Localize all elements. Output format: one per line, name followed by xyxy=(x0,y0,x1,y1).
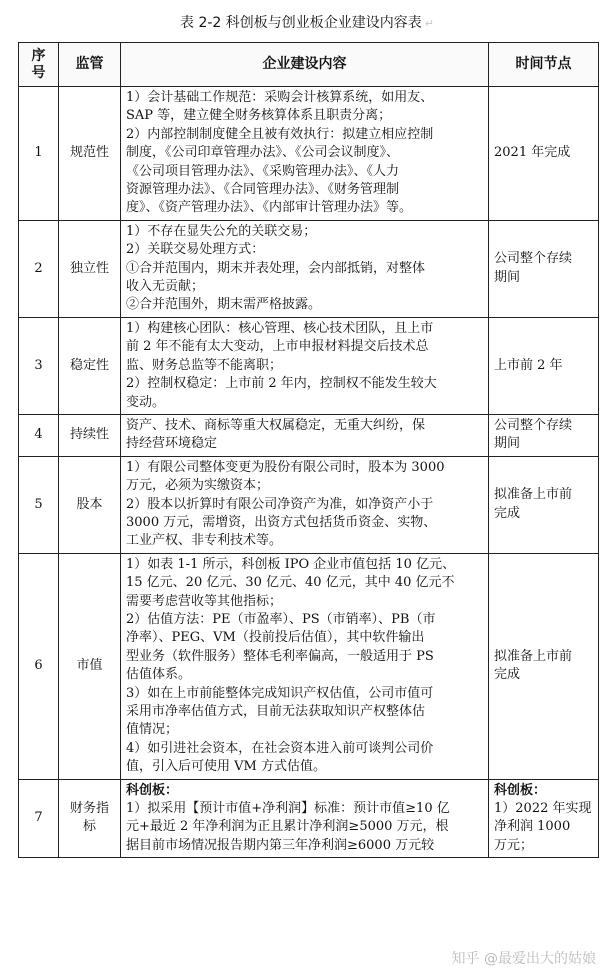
content-line: 据目前市场情况报告期内第三年净利润≥6000 万元较 xyxy=(126,837,435,853)
watermark: 知乎 @最爱出大的姑娘 xyxy=(451,951,596,967)
time-line: 科创板： xyxy=(494,782,547,798)
content-line: 2）估值方法：PE（市盈率）、PS（市销率）、PB（市 xyxy=(126,611,436,627)
content-line: 收入无贡献； xyxy=(126,279,205,295)
row-time xyxy=(489,317,599,414)
header-row xyxy=(19,43,599,87)
content-line: 2）关联交易处理方式： xyxy=(126,242,265,258)
content-line: 1）拟采用【预计市值+净利润】标准：预计市值≥10 亿 xyxy=(126,801,450,817)
content-line: ①合并范围内，期末并表处理，会内部抵销，对整体 xyxy=(126,260,426,276)
content-line: 持经营环境稳定 xyxy=(126,436,218,452)
content-line: 《公司项目管理办法》、《采购管理办法》、《人力 xyxy=(126,163,400,179)
row-number: 7 xyxy=(19,779,59,858)
header-no xyxy=(19,43,59,87)
table-row xyxy=(19,553,599,779)
content-line: 值情况； xyxy=(126,722,179,738)
row-time xyxy=(489,87,599,221)
content-line: 监、财务总监等不能离职； xyxy=(126,357,283,373)
row-category: 财务指标 xyxy=(59,779,121,858)
time-line: 完成 xyxy=(494,505,521,521)
content-line: 1）如表 1-1 所示，科创板 IPO 企业市值包括 10 亿元、 xyxy=(126,556,456,572)
table-row xyxy=(19,220,599,317)
content-line: 需要考虑营收等其他指标； xyxy=(126,593,283,609)
row-number: 3 xyxy=(19,317,59,414)
row-content xyxy=(121,414,489,456)
row-category: 持续性 xyxy=(59,414,121,456)
content-line: 工业产权、非专利技术等。 xyxy=(126,533,283,549)
table-row xyxy=(19,317,599,414)
content-line: 采用市净率估值方式，目前无法获取知识产权整体估 xyxy=(126,704,426,719)
row-category: 规范性 xyxy=(59,87,121,221)
content-line: 科创板： xyxy=(126,782,179,798)
row-number: 4 xyxy=(19,414,59,456)
row-number: 6 xyxy=(19,553,59,779)
content-line: ②合并范围外，期末需严格披露。 xyxy=(126,297,322,313)
content-line: SAP 等，建立健全财务核算体系且职责分离； xyxy=(126,108,392,124)
content-line: 型业务（软件服务）整体毛利率偏高，一般适用于 PS xyxy=(126,648,434,664)
content-line: 15 亿元、20 亿元、30 亿元、40 亿元，其中 40 亿元不 xyxy=(126,575,455,591)
time-line: 公司整个存续 xyxy=(494,251,573,267)
content-line: 估值体系。 xyxy=(126,667,192,683)
table-row xyxy=(19,779,599,858)
content-table xyxy=(18,42,599,858)
header-time xyxy=(489,43,599,87)
content-line: 资源管理办法》、《合同管理办法》、《财务管理制 xyxy=(126,182,400,198)
time-line: 净利润 1000 xyxy=(494,819,571,835)
row-content xyxy=(121,553,489,779)
header-category xyxy=(59,43,121,87)
row-time xyxy=(489,779,599,858)
content-line: 2）控制权稳定：上市前 2 年内，控制权不能发生较大 xyxy=(126,376,437,392)
return-mark-icon: ↵ xyxy=(424,17,434,30)
content-line: 元+最近 2 年净利润为正且累计净利润≥5000 万元，根 xyxy=(126,819,449,835)
header-no-label: 序号 xyxy=(31,47,46,81)
content-line: 值，引入后可使用 VM 方式估值。 xyxy=(126,759,326,775)
time-line: 完成 xyxy=(494,667,521,683)
content-line: 制度，《公司印章管理办法》、《公司会议制度》、 xyxy=(126,145,400,161)
content-line: 4）如引进社会资本，在社会资本进入前可谈判公司价 xyxy=(126,740,434,756)
content-line: 1）构建核心团队：核心管理、核心技术团队，且上市 xyxy=(126,320,434,336)
content-line: 资产、技术、商标等重大权属稳定，无重大纠纷，保 xyxy=(126,417,426,433)
content-line: 度》、《资产管理办法》、《内部审计管理办法》等。 xyxy=(126,200,413,216)
content-line: 前 2 年不能有太大变动，上市申报材料提交后技术总 xyxy=(126,339,429,355)
row-time xyxy=(489,553,599,779)
time-line: 上市前 2 年 xyxy=(494,357,563,373)
time-line: 1）2022 年实现 xyxy=(494,801,592,817)
row-category: 市值 xyxy=(59,553,121,779)
header-time-label: 时间节点 xyxy=(515,56,572,73)
header-content-label: 企业建设内容 xyxy=(262,56,347,73)
row-content xyxy=(121,87,489,221)
row-time xyxy=(489,456,599,553)
row-number: 2 xyxy=(19,220,59,317)
table-row xyxy=(19,456,599,553)
content-line: 2）股本以折算时有限公司净资产为准，如净资产小于 xyxy=(126,496,434,512)
content-line: 2）内部控制制度健全且被有效执行：拟建立相应控制 xyxy=(126,126,434,142)
table-row xyxy=(19,87,599,221)
row-category: 股本 xyxy=(59,456,121,553)
row-category: 稳定性 xyxy=(59,317,121,414)
row-number: 5 xyxy=(19,456,59,553)
header-category-label: 监管 xyxy=(75,56,104,73)
row-content xyxy=(121,317,489,414)
row-number: 1 xyxy=(19,87,59,221)
row-content xyxy=(121,779,489,858)
time-line: 公司整个存续 xyxy=(494,417,573,433)
caption-text: 表 2-2 科创板与创业板企业建设内容表 xyxy=(180,15,422,31)
row-time xyxy=(489,220,599,317)
row-content xyxy=(121,220,489,317)
time-line: 期间 xyxy=(494,436,521,452)
table-row xyxy=(19,414,599,456)
header-content xyxy=(121,43,489,87)
content-line: 3000 万元，需增资，出资方式包括货币资金、实物、 xyxy=(126,514,437,530)
content-line: 变动。 xyxy=(126,394,166,410)
time-line: 拟准备上市前 xyxy=(494,487,573,503)
time-line: 拟准备上市前 xyxy=(494,648,573,664)
time-line: 万元； xyxy=(494,837,534,853)
content-line: 1）有限公司整体变更为股份有限公司时，股本为 3000 xyxy=(126,459,445,475)
row-category: 独立性 xyxy=(59,220,121,317)
content-line: 万元，必须为实缴资本； xyxy=(126,478,270,494)
time-line: 2021 年完成 xyxy=(494,145,571,161)
content-line: 1）会计基础工作规范：采购会计核算系统，如用友、 xyxy=(126,90,434,105)
row-content xyxy=(121,456,489,553)
table-caption xyxy=(0,14,614,33)
content-line: 1）不存在显失公允的关联交易； xyxy=(126,223,317,239)
time-line: 期间 xyxy=(494,269,521,285)
content-line: 净率）、PEG、VM（投前投后估值），其中软件输出 xyxy=(126,630,425,646)
content-line: 3）如在上市前能整体完成知识产权估值，公司市值可 xyxy=(126,685,434,701)
row-time xyxy=(489,414,599,456)
